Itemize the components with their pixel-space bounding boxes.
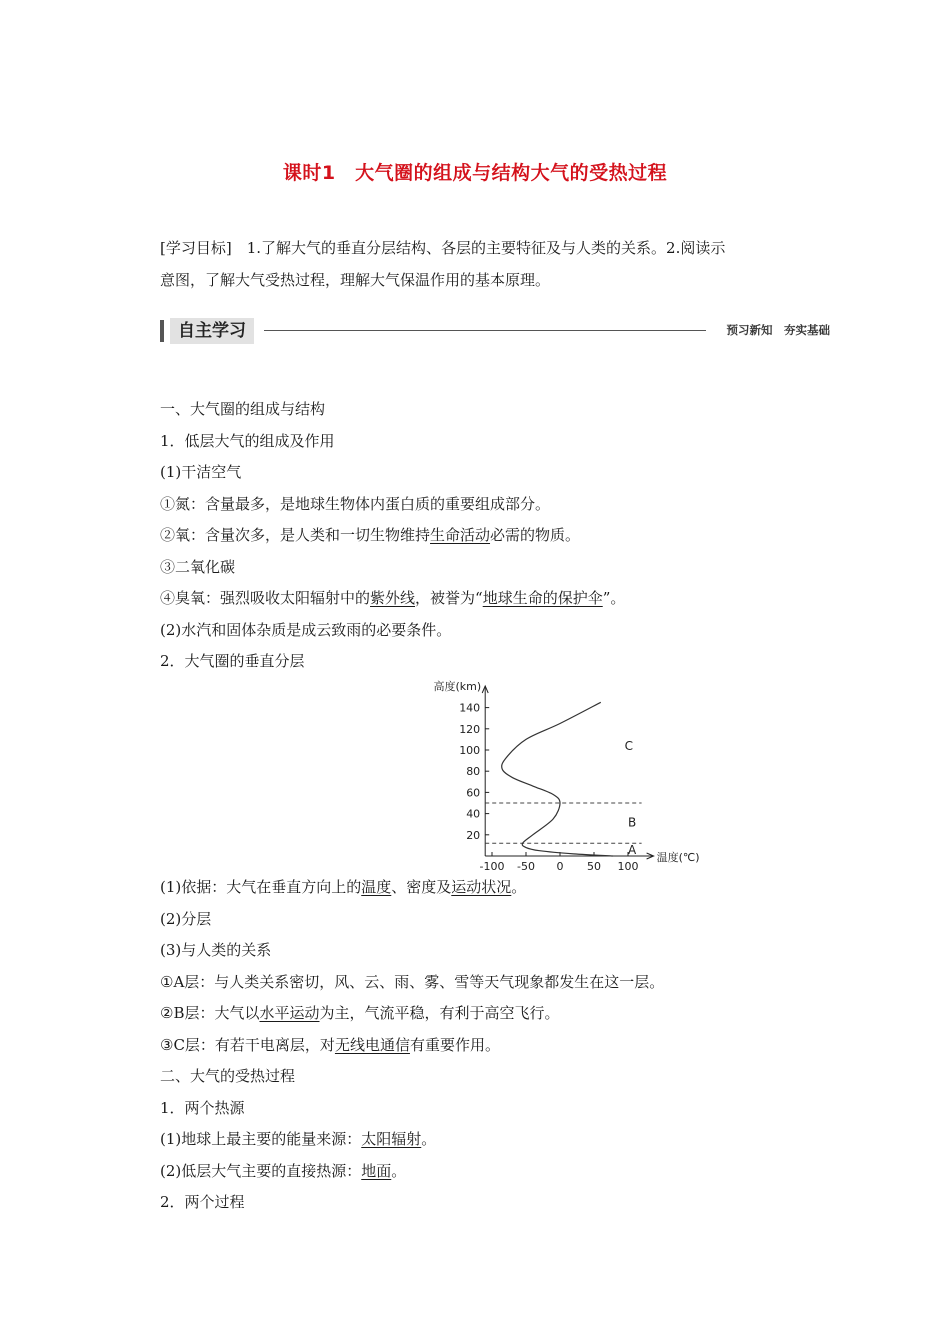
answer-underline: 太阳辐射 (361, 1130, 422, 1148)
banner-rule (264, 330, 706, 331)
text: ②氧：含量次多，是人类和一切生物维持 (160, 526, 431, 544)
heading-2: 二、大气的受热过程 (160, 1067, 296, 1085)
answer-underline: 无线电通信 (334, 1035, 410, 1054)
x-axis-label: 温度(℃) (656, 850, 700, 864)
answer-underline: 运动状况 (451, 878, 512, 896)
text: 为主，气流平稳，有利于高空飞行。 (319, 1004, 560, 1022)
answer-underline: 地球生命的保护伞 (482, 589, 603, 607)
answer-underline: 紫外线 (370, 589, 416, 607)
y-tick-label: 20 (466, 828, 481, 842)
heading-1-2: 2．大气圈的垂直分层 (160, 652, 305, 670)
text: 、密度及 (391, 878, 452, 896)
objective-text-2: 意图，了解大气受热过程，理解大气保温作用的基本原理。 (160, 271, 551, 289)
y-tick-label: 80 (466, 764, 481, 778)
item-heat-1 (160, 1124, 820, 1156)
layer-label-c: C (624, 738, 633, 753)
y-tick-label: 120 (459, 722, 481, 736)
text: (2)低层大气主要的直接热源： (160, 1161, 362, 1180)
text: 。 (511, 878, 527, 896)
item-relation: (3)与人类的关系 (160, 941, 272, 959)
page-title: 课时1 大气圈的组成与结构大气的受热过程 (282, 162, 668, 184)
text: ，被誉为“ (415, 589, 483, 607)
item-layers: (2)分层 (160, 909, 212, 928)
item-co2: ③二氧化碳 (160, 557, 236, 576)
banner-label: 自主学习 (170, 318, 254, 344)
answer-underline: 生命活动 (430, 526, 491, 544)
x-tick-label: -100 (479, 859, 505, 873)
temperature-curve (502, 702, 613, 856)
banner-right-text: 预习新知 夯实基础 (726, 323, 830, 337)
chart-svg (330, 678, 700, 886)
objective-text-1: 1.了解大气的垂直分层结构、各层的主要特征及与人类的关系。2.阅读示 (246, 239, 726, 257)
x-tick-label: 50 (587, 859, 601, 873)
main-content-2 (160, 872, 820, 1219)
item-dry-air: (1)干洁空气 (160, 463, 242, 481)
y-tick-label: 100 (459, 743, 481, 757)
heading-2-1: 1．两个热源 (160, 1098, 245, 1117)
text: (1)地球上最主要的能量来源： (160, 1130, 362, 1148)
item-water-vapor: (2)水汽和固体杂质是成云致雨的必要条件。 (160, 620, 452, 639)
y-tick-label: 40 (466, 807, 481, 821)
y-tick-label: 140 (459, 701, 481, 715)
layer-label-b: B (628, 814, 637, 829)
answer-underline: 水平运动 (259, 1004, 320, 1022)
item-layer-a: ①A层：与人类关系密切，风、云、雨、雾、雪等天气现象都发生在这一层。 (160, 972, 665, 991)
answer-underline: 温度 (361, 878, 392, 896)
item-basis (160, 872, 820, 904)
main-content (160, 394, 820, 886)
text: 。 (391, 1161, 407, 1180)
layer-label-a: A (628, 842, 637, 857)
text: ”。 (602, 589, 626, 607)
objective-label: [学习目标] (160, 239, 232, 257)
text: ③C层：有若干电离层，对 (160, 1035, 335, 1054)
item-layer-c (160, 1030, 820, 1062)
answer-underline: 地面 (361, 1161, 392, 1180)
text: ④臭氧：强烈吸收太阳辐射中的 (160, 589, 371, 607)
text: (1)依据：大气在垂直方向上的 (160, 878, 362, 896)
text: 。 (421, 1130, 437, 1148)
x-tick-label: 0 (556, 859, 564, 873)
learning-objective (160, 232, 820, 296)
atmosphere-chart (160, 678, 820, 886)
y-tick-label: 60 (466, 785, 481, 799)
heading-2-2: 2．两个过程 (160, 1193, 245, 1211)
text: ②B层：大气以 (160, 1004, 260, 1022)
text: 有重要作用。 (409, 1035, 500, 1054)
x-tick-label: -50 (517, 859, 535, 873)
text: 必需的物质。 (490, 526, 581, 544)
heading-1: 一、大气圈的组成与结构 (160, 400, 326, 418)
item-ozone (160, 583, 820, 615)
item-layer-b (160, 998, 820, 1030)
banner-bar (160, 320, 164, 342)
section-banner (160, 318, 830, 344)
y-axis-label: 高度(km) (433, 679, 482, 693)
heading-1-1: 1．低层大气的组成及作用 (160, 431, 335, 450)
item-oxygen (160, 520, 820, 552)
x-tick-label: 100 (617, 859, 639, 873)
item-nitrogen: ①氮：含量最多，是地球生物体内蛋白质的重要组成部分。 (160, 494, 551, 513)
item-heat-2 (160, 1156, 820, 1188)
